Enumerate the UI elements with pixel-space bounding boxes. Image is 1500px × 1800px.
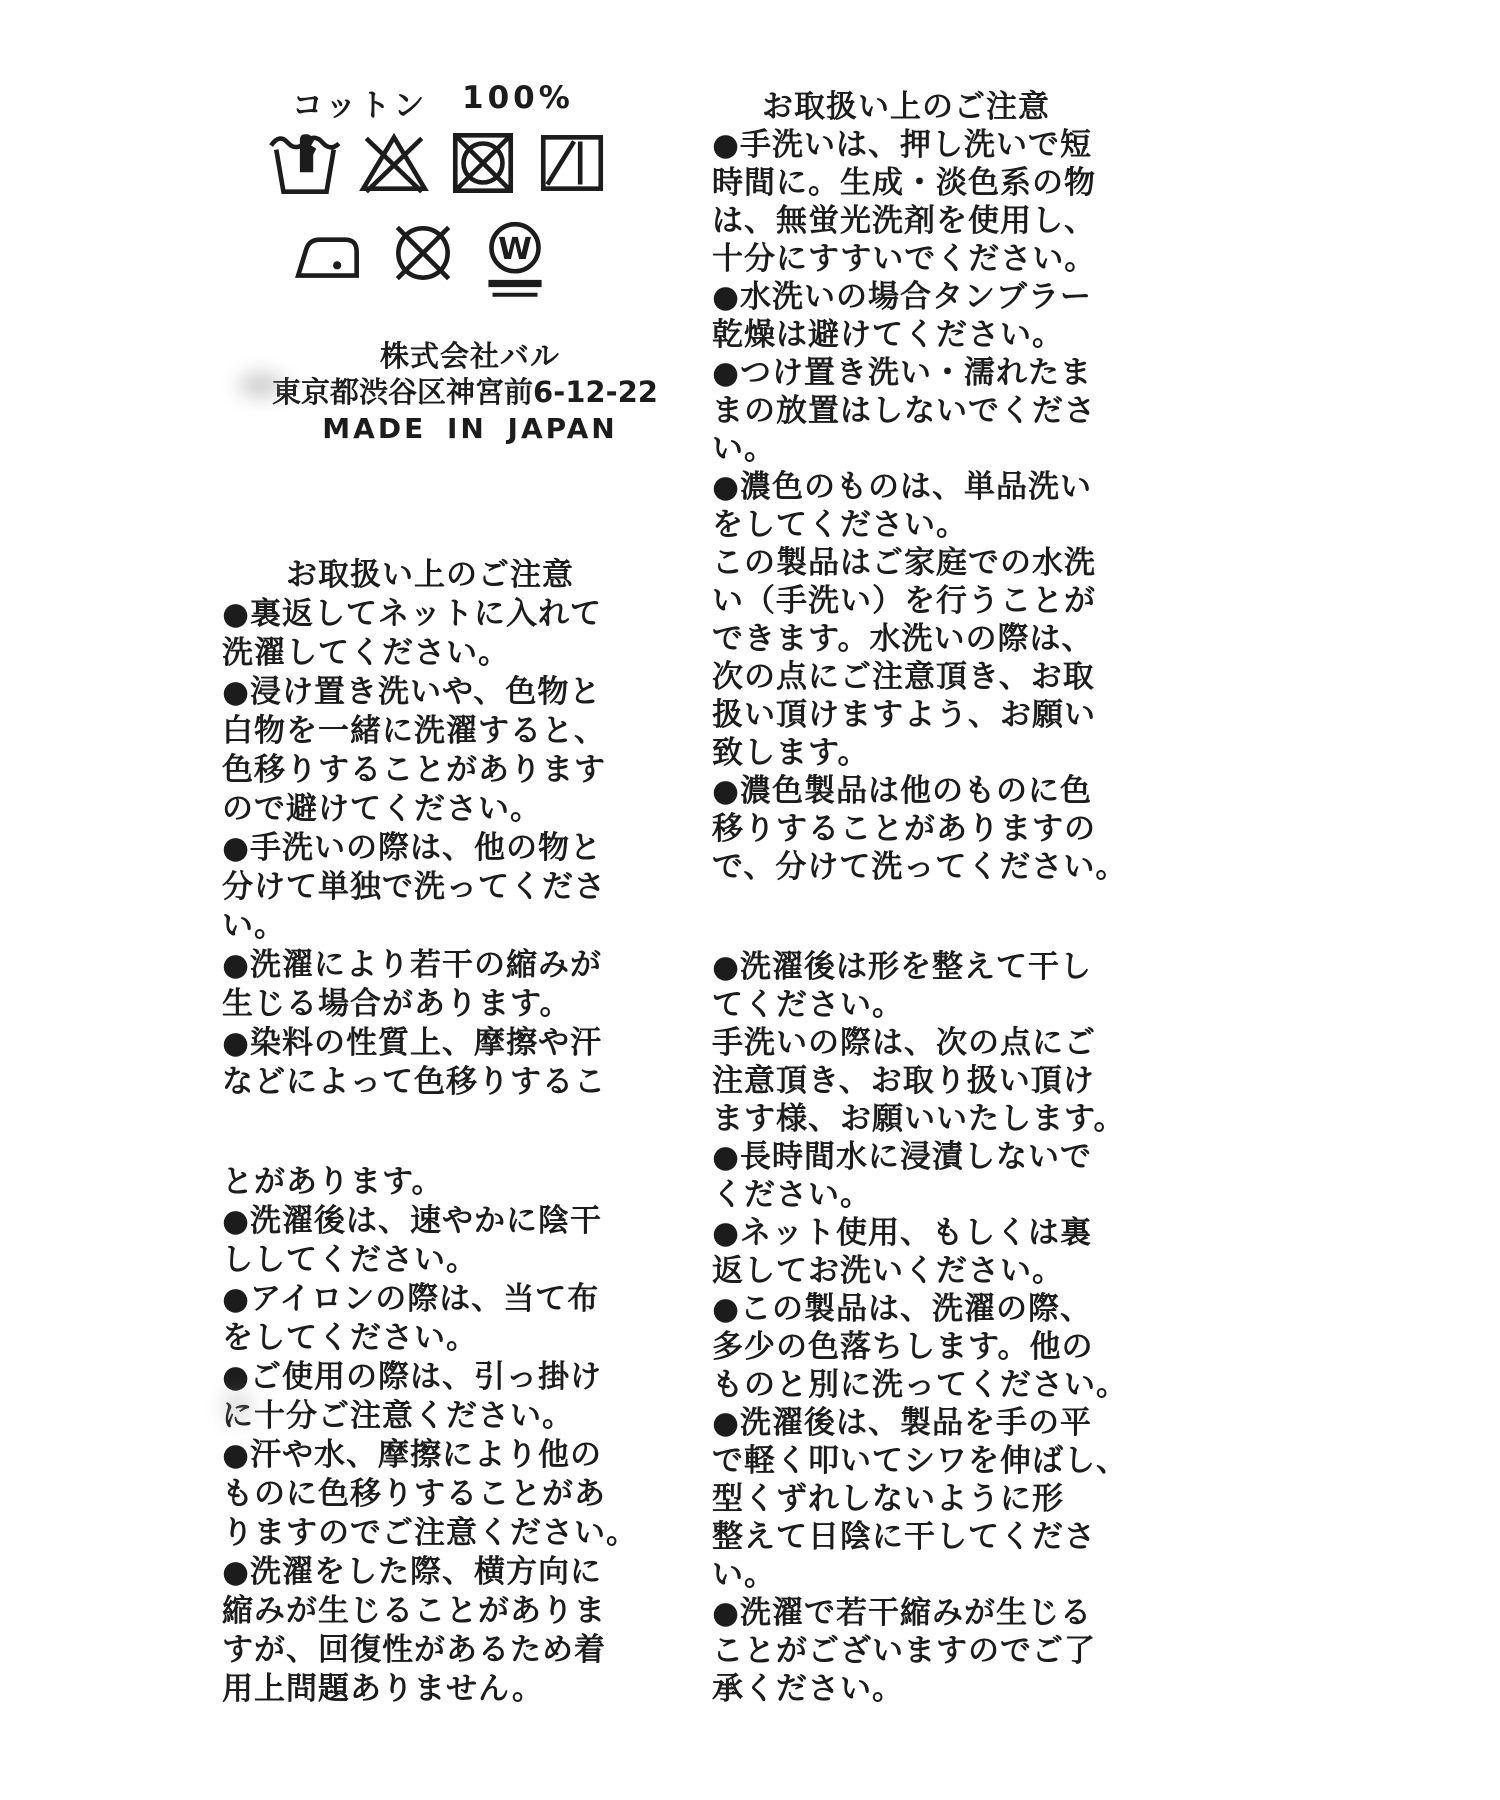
text-line: 手洗いの際は、次の点にご <box>712 1025 1096 1061</box>
care-symbols-row2 <box>292 214 554 306</box>
text-line: い（手洗い）を行うことが <box>712 583 1096 619</box>
text-line: 扱い頂けますよう、お願い <box>712 697 1096 733</box>
text-line: すが、回復性があるため着 <box>222 1632 606 1668</box>
text-line: い。 <box>222 908 286 944</box>
text-line: ます様、お願いいたします。 <box>712 1101 1126 1137</box>
text-line: 次の点にご注意頂き、お取 <box>712 659 1095 695</box>
text-line: 返してお洗いください。 <box>712 1253 1064 1289</box>
text-line: ●染料の性質上、摩擦や汗 <box>222 1025 603 1061</box>
text-line: ●長時間水に浸漬しないで <box>712 1139 1093 1175</box>
care-symbols-row1 <box>266 124 611 202</box>
text-line: で、分けて洗ってください。 <box>712 849 1128 885</box>
text-line: 洗濯してください。 <box>222 635 510 671</box>
text-line: 白物を一緒に洗濯すると、 <box>222 713 606 749</box>
text-line: ●ネット使用、もしくは裏 <box>712 1215 1093 1251</box>
text-line: に十分ご注意ください。 <box>222 1398 574 1434</box>
scan-smudge <box>238 372 284 398</box>
svg-text:W: W <box>498 231 532 267</box>
text-line: ●洗濯で若干縮みが生じる <box>712 1595 1093 1631</box>
text-line: ことがございますのでご了 <box>712 1633 1096 1669</box>
wet-clean-gentle-icon <box>476 214 554 306</box>
text-line: 移りすることがありますの <box>712 811 1096 847</box>
text-line: ●裏返してネットに入れて <box>222 596 603 632</box>
text-line: りますのでご注意ください。 <box>222 1515 638 1551</box>
text-line: 多少の色落ちします。他の <box>712 1329 1094 1365</box>
text-line: 致します。 <box>712 735 870 771</box>
text-line: ください。 <box>712 1177 872 1213</box>
text-line: ●この製品は、洗濯の際、 <box>712 1291 1093 1327</box>
text-line: 整えて日陰に干してくださ <box>712 1519 1096 1555</box>
care-instructions-right-block2 <box>712 948 1128 1708</box>
text-line: ●手洗いの際は、他の物と <box>222 830 603 866</box>
text-line: などによって色移りするこ <box>222 1064 606 1100</box>
care-text-left-1 <box>222 595 606 1102</box>
text-line: この製品はご家庭での水洗 <box>712 545 1096 581</box>
text-line: ●洗濯後は、製品を手の平 <box>712 1405 1093 1441</box>
text-line: ししてください。 <box>222 1242 478 1278</box>
text-line: 型くずれしないように形 <box>712 1481 1064 1517</box>
text-line: で軽く叩いてシワを伸ばし、 <box>712 1443 1128 1479</box>
line-dry-in-shade-icon <box>533 124 611 202</box>
text-line: ●つけ置き洗い・濡れたま <box>712 355 1093 391</box>
text-line: まの放置はしないでくださ <box>712 393 1096 429</box>
text-line: 分けて単独で洗ってくださ <box>222 869 606 905</box>
do-not-bleach-icon <box>355 124 433 202</box>
text-line: ●濃色のものは、単品洗い <box>712 469 1093 505</box>
text-line: ので避けてください。 <box>222 791 542 827</box>
company-address: 東京都渋谷区神宮前6-12-22 <box>272 375 658 409</box>
text-line: をしてください。 <box>222 1320 478 1356</box>
hand-wash-icon <box>266 124 344 202</box>
text-line: ものと別に洗ってください。 <box>712 1367 1128 1403</box>
text-line: ●浸け置き洗いや、色物と <box>222 674 602 710</box>
text-line: 十分にすすいでください。 <box>712 241 1097 277</box>
text-line: 乾燥は避けてください。 <box>712 317 1064 353</box>
material-percent: 100% <box>462 80 574 116</box>
text-line: 生じる場合があります。 <box>222 986 572 1022</box>
care-text-right-1 <box>712 126 1127 886</box>
text-line: ●洗濯により若干の縮みが <box>222 947 603 983</box>
scan-smudge <box>222 1390 252 1424</box>
text-line: てください。 <box>712 987 904 1023</box>
text-line: 用上問題ありません。 <box>222 1671 544 1707</box>
material-name: コットン <box>292 88 428 124</box>
text-line: ●洗濯後は形を整えて干し <box>712 949 1093 985</box>
text-line: 承ください。 <box>712 1671 904 1707</box>
care-instructions-left-block2 <box>222 1163 638 1709</box>
text-line: 注意頂き、お取り扱い頂け <box>712 1063 1095 1099</box>
text-line: ●濃色製品は他のものに色 <box>712 773 1093 809</box>
text-line: い。 <box>712 1557 776 1593</box>
do-not-tumble-dry-icon <box>444 124 522 202</box>
text-line: ものに色移りすることがあ <box>222 1476 606 1512</box>
text-line: とがあります。 <box>222 1164 444 1200</box>
iron-low-icon <box>292 214 370 292</box>
text-line: は、無蛍光洗剤を使用し、 <box>712 203 1096 239</box>
text-line: 時間に。生成・淡色系の物 <box>712 165 1096 201</box>
do-not-dry-clean-icon <box>384 214 462 292</box>
care-instructions-right-block1 <box>712 88 1127 886</box>
text-line: ●ご使用の際は、引っ掛け <box>222 1359 603 1395</box>
country-of-origin: MADE IN JAPAN <box>322 412 618 445</box>
text-line: ●汗や水、摩擦により他の <box>222 1437 603 1473</box>
text-line: 色移りすることがあります <box>222 752 606 788</box>
text-line: ●洗濯をした際、横方向に <box>222 1554 603 1590</box>
text-line: をしてください。 <box>712 507 968 543</box>
text-line: できます。水洗いの際は、 <box>712 621 1094 657</box>
text-line: ●水洗いの場合タンブラー <box>712 279 1093 315</box>
text-line: ●手洗いは、押し洗いで短 <box>712 127 1093 163</box>
text-line: い。 <box>712 431 776 467</box>
text-line: ●洗濯後は、速やかに陰干 <box>222 1203 603 1239</box>
company-name: 株式会社バル <box>379 339 560 373</box>
care-heading-right: お取扱い上のご注意 <box>762 89 1050 125</box>
text-line: 縮みが生じることがありま <box>222 1593 606 1629</box>
text-line: ●アイロンの際は、当て布 <box>222 1281 600 1317</box>
care-instructions-left-block1 <box>222 556 606 1102</box>
care-heading-left: お取扱い上のご注意 <box>286 557 574 593</box>
